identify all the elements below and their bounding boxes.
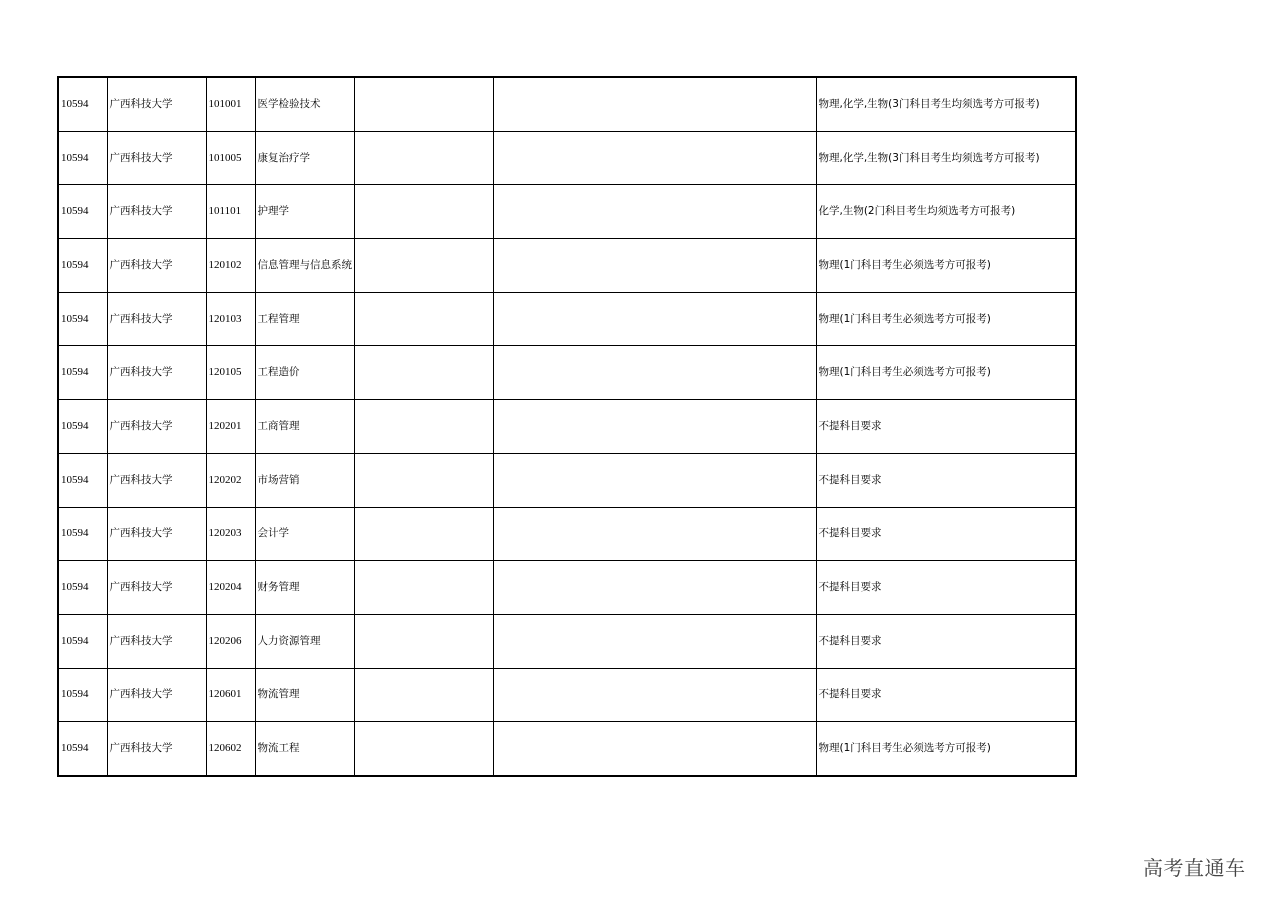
cell-blank-a: [354, 185, 493, 239]
subject-requirements-table: [57, 76, 1077, 777]
cell-major-name: 工程管理: [255, 292, 354, 346]
cell-university-code: 10594: [58, 346, 107, 400]
cell-major-name: 信息管理与信息系统: [255, 239, 354, 293]
cell-subject-requirement: 不提科目要求: [816, 507, 1076, 561]
cell-blank-a: [354, 507, 493, 561]
cell-major-name: 医学检验技术: [255, 77, 354, 131]
cell-blank-a: [354, 453, 493, 507]
cell-major-code: 120204: [206, 561, 255, 615]
cell-subject-requirement: 物理(1门科目考生必须选考方可报考): [816, 722, 1076, 776]
cell-university-code: 10594: [58, 400, 107, 454]
table-row: [58, 507, 1076, 561]
cell-subject-requirement: 物理(1门科目考生必须选考方可报考): [816, 292, 1076, 346]
cell-blank-b: [493, 185, 816, 239]
cell-major-code: 120602: [206, 722, 255, 776]
cell-blank-b: [493, 77, 816, 131]
cell-major-code: 120201: [206, 400, 255, 454]
table-row: [58, 614, 1076, 668]
cell-university-code: 10594: [58, 453, 107, 507]
table-row: [58, 400, 1076, 454]
cell-university-code: 10594: [58, 614, 107, 668]
cell-blank-a: [354, 561, 493, 615]
cell-major-name: 护理学: [255, 185, 354, 239]
table-row: [58, 131, 1076, 185]
cell-blank-b: [493, 722, 816, 776]
cell-blank-b: [493, 400, 816, 454]
cell-subject-requirement: 物理(1门科目考生必须选考方可报考): [816, 346, 1076, 400]
cell-university-name: 广西科技大学: [107, 453, 206, 507]
table-row: [58, 668, 1076, 722]
cell-major-code: 120102: [206, 239, 255, 293]
table-row: [58, 722, 1076, 776]
cell-blank-b: [493, 614, 816, 668]
table-row: [58, 185, 1076, 239]
cell-subject-requirement: 不提科目要求: [816, 668, 1076, 722]
cell-blank-b: [493, 453, 816, 507]
cell-subject-requirement: 物理,化学,生物(3门科目考生均须选考方可报考): [816, 77, 1076, 131]
cell-subject-requirement: 化学,生物(2门科目考生均须选考方可报考): [816, 185, 1076, 239]
cell-subject-requirement: 不提科目要求: [816, 561, 1076, 615]
cell-blank-a: [354, 400, 493, 454]
cell-major-code: 101101: [206, 185, 255, 239]
cell-university-code: 10594: [58, 292, 107, 346]
cell-major-name: 物流管理: [255, 668, 354, 722]
cell-university-code: 10594: [58, 185, 107, 239]
cell-major-name: 康复治疗学: [255, 131, 354, 185]
cell-blank-a: [354, 346, 493, 400]
cell-major-name: 财务管理: [255, 561, 354, 615]
table-row: [58, 292, 1076, 346]
cell-blank-b: [493, 292, 816, 346]
cell-university-name: 广西科技大学: [107, 346, 206, 400]
cell-blank-a: [354, 722, 493, 776]
cell-major-code: 120203: [206, 507, 255, 561]
watermark-text: 高考直通车: [1143, 856, 1246, 880]
cell-university-name: 广西科技大学: [107, 561, 206, 615]
cell-subject-requirement: 物理,化学,生物(3门科目考生均须选考方可报考): [816, 131, 1076, 185]
cell-university-name: 广西科技大学: [107, 77, 206, 131]
cell-blank-b: [493, 239, 816, 293]
cell-university-code: 10594: [58, 507, 107, 561]
cell-university-name: 广西科技大学: [107, 400, 206, 454]
cell-university-name: 广西科技大学: [107, 668, 206, 722]
cell-major-code: 101005: [206, 131, 255, 185]
cell-subject-requirement: 物理(1门科目考生必须选考方可报考): [816, 239, 1076, 293]
cell-university-code: 10594: [58, 561, 107, 615]
cell-subject-requirement: 不提科目要求: [816, 453, 1076, 507]
cell-subject-requirement: 不提科目要求: [816, 614, 1076, 668]
cell-blank-a: [354, 131, 493, 185]
cell-blank-b: [493, 561, 816, 615]
cell-university-name: 广西科技大学: [107, 292, 206, 346]
table-row: [58, 77, 1076, 131]
cell-major-name: 工程造价: [255, 346, 354, 400]
cell-university-name: 广西科技大学: [107, 185, 206, 239]
cell-university-name: 广西科技大学: [107, 507, 206, 561]
cell-university-name: 广西科技大学: [107, 239, 206, 293]
cell-major-name: 人力资源管理: [255, 614, 354, 668]
cell-blank-a: [354, 614, 493, 668]
cell-major-name: 会计学: [255, 507, 354, 561]
cell-blank-b: [493, 668, 816, 722]
cell-university-name: 广西科技大学: [107, 614, 206, 668]
cell-blank-a: [354, 668, 493, 722]
cell-university-code: 10594: [58, 668, 107, 722]
cell-major-code: 101001: [206, 77, 255, 131]
cell-major-code: 120601: [206, 668, 255, 722]
cell-university-code: 10594: [58, 77, 107, 131]
cell-blank-b: [493, 131, 816, 185]
cell-university-code: 10594: [58, 131, 107, 185]
cell-major-name: 工商管理: [255, 400, 354, 454]
cell-blank-a: [354, 239, 493, 293]
table-row: [58, 239, 1076, 293]
cell-major-name: 市场营销: [255, 453, 354, 507]
cell-major-code: 120103: [206, 292, 255, 346]
cell-university-code: 10594: [58, 239, 107, 293]
cell-blank-b: [493, 346, 816, 400]
table-row: [58, 346, 1076, 400]
cell-major-name: 物流工程: [255, 722, 354, 776]
cell-subject-requirement: 不提科目要求: [816, 400, 1076, 454]
cell-blank-a: [354, 77, 493, 131]
table-body: [58, 77, 1076, 776]
cell-major-code: 120105: [206, 346, 255, 400]
table-row: [58, 453, 1076, 507]
cell-major-code: 120202: [206, 453, 255, 507]
cell-major-code: 120206: [206, 614, 255, 668]
cell-university-name: 广西科技大学: [107, 131, 206, 185]
cell-blank-a: [354, 292, 493, 346]
cell-university-code: 10594: [58, 722, 107, 776]
cell-blank-b: [493, 507, 816, 561]
table-row: [58, 561, 1076, 615]
cell-university-name: 广西科技大学: [107, 722, 206, 776]
